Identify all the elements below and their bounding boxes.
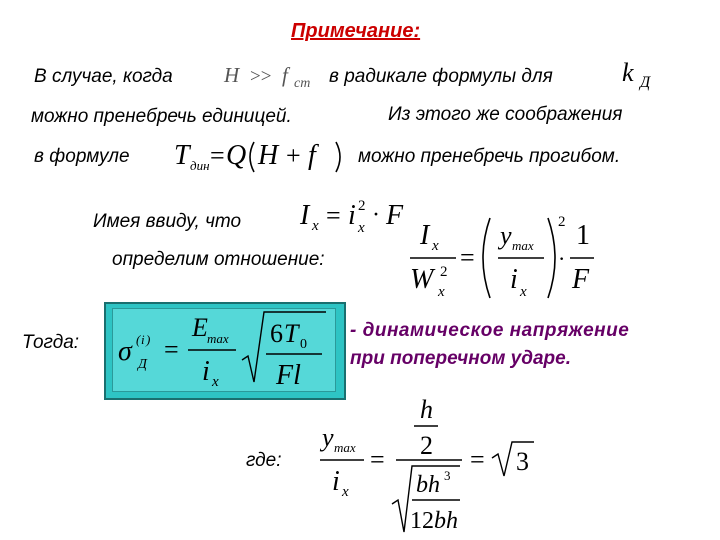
svg-text:x: x bbox=[312, 218, 319, 234]
svg-text:i: i bbox=[141, 332, 145, 347]
tohda-label: Тогда: bbox=[22, 332, 80, 353]
svg-text:Fl: Fl bbox=[276, 360, 301, 390]
svg-text:1: 1 bbox=[576, 220, 590, 251]
svg-text:): ) bbox=[146, 332, 151, 347]
formula-h-much-greater-f bbox=[220, 58, 330, 92]
formula-sigma-dyn bbox=[112, 308, 334, 390]
svg-text:bh: bh bbox=[434, 508, 458, 534]
note-line2: при поперечном ударе. bbox=[350, 348, 572, 369]
line1-prefix: В случае, когда bbox=[34, 66, 173, 87]
svg-text:E: E bbox=[192, 313, 208, 342]
svg-text:F: F bbox=[386, 200, 404, 231]
svg-text:6: 6 bbox=[270, 319, 283, 348]
svg-text:i: i bbox=[332, 466, 340, 497]
svg-text:cm: cm bbox=[294, 76, 311, 91]
svg-text:=: = bbox=[326, 201, 341, 230]
svg-text:12: 12 bbox=[410, 508, 434, 534]
svg-text:x: x bbox=[358, 220, 365, 236]
svg-text:>>: >> bbox=[250, 66, 272, 87]
svg-text:2: 2 bbox=[420, 431, 433, 460]
svg-text:дин: дин bbox=[190, 158, 210, 173]
svg-text:=: = bbox=[460, 243, 475, 272]
line2-right: Из этого же соображения bbox=[388, 104, 623, 125]
svg-text:max: max bbox=[207, 331, 229, 346]
svg-text:x: x bbox=[342, 484, 349, 500]
svg-text:T: T bbox=[284, 319, 299, 348]
line3-suffix: можно пренебречь прогибом. bbox=[358, 146, 621, 167]
note-line1: - динамическое напряжение bbox=[350, 320, 630, 341]
svg-text:I: I bbox=[420, 220, 430, 251]
svg-text:0: 0 bbox=[300, 337, 307, 352]
svg-text:i: i bbox=[348, 200, 356, 231]
svg-text:=: = bbox=[370, 445, 385, 474]
line3-prefix: в формуле bbox=[34, 146, 130, 167]
svg-text:H: H bbox=[258, 140, 279, 171]
svg-text:W: W bbox=[410, 264, 434, 295]
svg-text:x: x bbox=[438, 284, 445, 300]
svg-text:Д: Д bbox=[640, 74, 651, 91]
svg-text:x: x bbox=[520, 284, 527, 300]
svg-text:x: x bbox=[212, 374, 219, 390]
svg-text:2: 2 bbox=[440, 264, 448, 280]
page-title: Примечание: bbox=[291, 20, 421, 42]
svg-text:y: y bbox=[322, 423, 334, 452]
line5-text: определим отношение: bbox=[112, 249, 325, 270]
line4-text: Имея ввиду, что bbox=[93, 211, 242, 232]
svg-text:2: 2 bbox=[558, 214, 566, 230]
svg-text:T: T bbox=[174, 140, 190, 171]
formula-ymax-ix-sqrt3 bbox=[312, 392, 542, 540]
svg-text:3: 3 bbox=[444, 468, 451, 483]
svg-text:y: y bbox=[500, 221, 512, 250]
svg-text:·: · bbox=[372, 202, 380, 228]
svg-text:max: max bbox=[512, 238, 534, 253]
where-label: где: bbox=[246, 450, 282, 471]
svg-text:i: i bbox=[510, 264, 518, 295]
svg-text:i: i bbox=[202, 356, 210, 387]
svg-text:Д: Д bbox=[138, 357, 147, 372]
svg-text:max: max bbox=[334, 440, 356, 455]
svg-text:·: · bbox=[558, 246, 566, 271]
svg-text:σ: σ bbox=[118, 336, 132, 367]
line1-suffix: в радикале формулы для bbox=[329, 66, 553, 87]
svg-text:bh: bh bbox=[416, 472, 440, 498]
svg-text:+: + bbox=[286, 141, 301, 170]
svg-text:=: = bbox=[470, 445, 485, 474]
svg-text:I: I bbox=[300, 200, 310, 231]
formula-k-dyn bbox=[618, 56, 668, 92]
formula-ratio bbox=[398, 208, 608, 304]
svg-text:(: ( bbox=[136, 332, 141, 347]
svg-text:=: = bbox=[210, 141, 225, 170]
svg-text:k: k bbox=[622, 58, 634, 87]
svg-text:h: h bbox=[420, 395, 433, 424]
svg-text:H: H bbox=[224, 63, 240, 87]
svg-text:=: = bbox=[164, 335, 179, 364]
svg-text:f: f bbox=[308, 140, 316, 171]
svg-text:3: 3 bbox=[516, 447, 529, 476]
formula-t-dyn bbox=[172, 134, 352, 178]
svg-text:f: f bbox=[282, 63, 288, 87]
svg-text:x: x bbox=[432, 238, 439, 254]
svg-text:2: 2 bbox=[358, 198, 366, 214]
svg-text:F: F bbox=[572, 264, 590, 295]
svg-text:Q: Q bbox=[226, 140, 247, 171]
line2-left: можно пренебречь единицей. bbox=[31, 106, 292, 127]
